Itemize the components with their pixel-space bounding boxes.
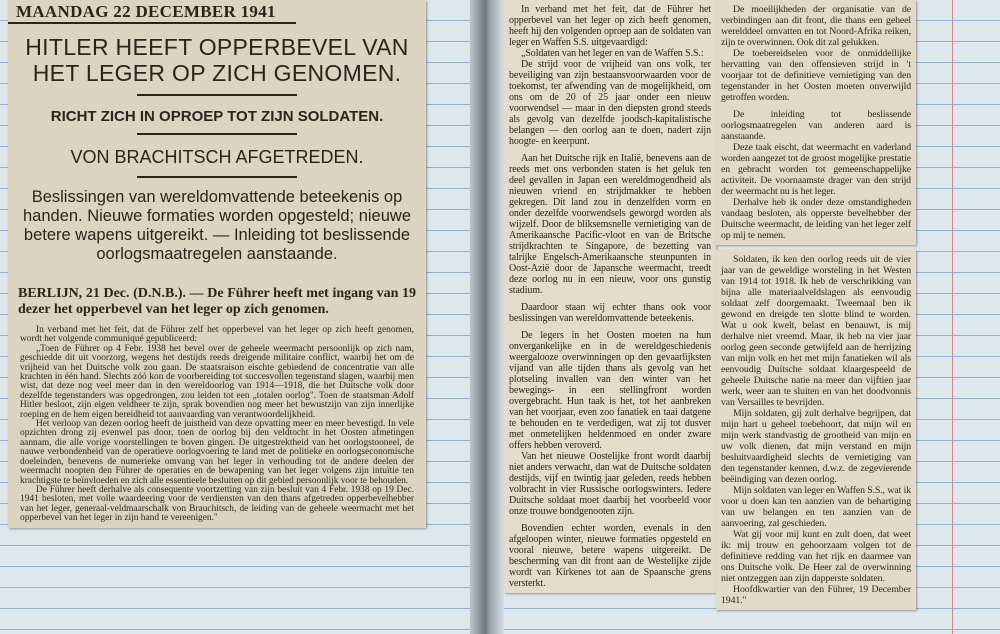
paragraph: De moeilijkheden der organisatie van de verbindingen aan dit front, die thans een geheel werelddeel omvatten en tot Noord-Afrika reiken, zijn te overwinnen. Ook dit zal gelukken. xyxy=(721,4,911,48)
paragraph: Bovendien echter worden, evenals in den afgeloopen winter, nieuwe formaties opgesteld en vooral nieuwe, betere wapens uitgereikt. De bescherming van dit front aan de Westelijke zijde wordt van Kirkenes tot aan de Spaansche grens versterkt. xyxy=(509,523,711,589)
newspaper-clipping-continued xyxy=(716,0,916,245)
lead-paragraph: BERLIJN, 21 Dec. (D.N.B.). — De Führer heeft met ingang van 19 dezer het opperbevel van het leger op zich genomen. xyxy=(18,286,416,317)
deck-headline: Beslissingen van wereldomvattende beteekenis op handen. Nieuwe formaties worden opgesteld; nieuwe betere wapens uitgereikt. — Inleiding tot beslissende oorlogsmaatregelen aanstaande. xyxy=(23,188,411,263)
paragraph: Mijn soldaten van leger en Waffen S.S., wat ik voor u doen kan ten aanzien van de behartiging van uw belangen en ten aanzien van de aanvoering, zal geschieden. xyxy=(721,485,911,529)
paragraph: De toebereidselen voor de onmiddellijke hervatting van den offensieven strijd in 't voorjaar tot de definitieve vernietiging van den tegenstander in het Oosten moeten onverwijld getroffen worden. xyxy=(721,48,911,103)
divider xyxy=(137,94,297,96)
paragraph: In verband met het feit, dat de Führer zelf het opperbevel van het leger op zich heeft genomen, wordt het volgende communiqué gepubliceerd: xyxy=(20,325,414,345)
paragraph: De inleiding tot beslissende oorlogsmaatregelen van anderen aard is aanstaande. xyxy=(721,109,911,142)
newspaper-clipping-proclamation xyxy=(504,0,716,593)
paragraph: „Soldaten van het leger en van de Waffen S.S.: xyxy=(521,48,704,59)
paragraph: De strijd voor de vrijheid van ons volk, ter beveiliging van zijn bestaansvoorwaarden voor de toekomst, ter afwending van de mogelijkheid, om ons om de 20 of 25 jaar onder een nieuw voorwendsel — maar in den diepsten grond steeds als gevolg van dezelfde joodsch-kapitalistische belangen — den oorlog aan te doen, nadert zijn hoogte- en keerpunt. xyxy=(509,59,711,147)
paragraph: Mijn soldaten, gij zult derhalve begrijpen, dat mijn hart u geheel toebehoort, dat mijn wil en mijn werk standvastig de grootheid van mijn en uw volk dienen, dat mijn verstand en mijn besluitvaardigheid slechts de vernietiging van den tegenstander kennen, d.w.z. de zegevierende beëindiging van dezen oorlog. xyxy=(721,408,911,485)
paragraph: Daardoor staan wij echter thans ook voor beslissingen van wereldomvattende beteekenis. xyxy=(509,302,711,324)
book-spine xyxy=(470,0,504,634)
headline: HITLER HEEFT OPPERBEVEL VAN HET LEGER OP ZICH GENOMEN. xyxy=(25,34,409,86)
paragraph: Deze taak eischt, dat weermacht en vaderland worden aangezet tot de groost mogelijke prestatie en gebracht worden tot gemeenschappelijke activiteit. De voornaamste drager van den strijd der weermacht nu is het leger. xyxy=(721,142,911,197)
paragraph: De legers in het Oosten moeten na hun onvergankelijke en in de wereldgeschiedenis weergalooze overwinningen op den gevaarlijksten vijand van alle tijden thans als gevolg van het plotseling invallen van den winter van het bewegings- in een stellingfront worden overgebracht. Hun taak is het, tot het aanbreken van het voorjaar, even zoo fanatiek en taai datgene te behouden en te verdedigen, wat zij tot dusver met onmetelijken heldenmoed en onder zware offers hebben veroverd. xyxy=(509,330,711,451)
article-body xyxy=(8,326,426,524)
newspaper-clipping-conclusion xyxy=(716,250,916,610)
paragraph: „Toen de Führer op 4 Febr. 1938 het bevel over de geheele weermacht persoonlijk op zich nam, geschiedde dit uit voorzorg, wegens het destijds reeds dreigende militaire conflict, waarbij het om de vrijheid van het Duitsche volk zou gaan. De staatsraison eischte gebiedend de concentratie van alle krachten in één hand. Slechts zóó kon de voorbereiding tot succesvollen tegenstand slagen, waarbij men wist, dat deze nog veel meer dan in den wereldoorlog van 1914—1918, die het Duitsche volk door dezelfde tegenstanders was opgedrongen, zou leiden tot een „totalen oorlog". Toen de staatsman Adolf Hitler besloot, zijn eigen veldheer te zijn, sprak bovendien nog meer het bewustzijn van zijn innerlijke roeping en de hem eigen bereidheid tot aanvaarding van verantwoordelijkheid. xyxy=(20,343,414,420)
dateline: MAANDAG 22 DECEMBER 1941 xyxy=(8,0,296,24)
divider xyxy=(137,176,297,178)
paragraph: Soldaten, ik ken den oorlog reeds uit de vier jaar van de geweldige worsteling in het Westen van 1914 tot 1918. Ik heb de verschrikking van bijna alle materiaalveldslagen als eenvoudig soldaat zelf doorgemaakt. Tweemaal ben ik gewond en dreigde ten slotte blind te worden. Wat u ook kwelt, belast en benauwt, is mij derhalve niet vreemd. Maar, ik heb na vier jaar oorlog geen seconde getwijfeld aan de herrijzing van mijn volk en het met mijn fanatieken wil als eenvoudig Duitsche soldaat klaargespeeld de geheele Duitsche natie na meer dan vijftien jaar werk, weer aan te sluiten en van het doodvonnis van Versailles te bevrijden. xyxy=(721,254,911,408)
subheading: RICHT ZICH IN OPROEP TOT ZIJN SOLDATEN. xyxy=(50,108,384,125)
paragraph: De Führer heeft derhalve als consequente voortzetting van zijn besluit van 4 Febr. 1938 op 19 Dec. 1941 besloten, met volle waardeering voor de verdiensten van den thans afgetreden opperbevelhebber van het leger, generaal-veldmaarschalk von Brauchitsch, de leiding van de geheele weermacht met het opperbevel van het leger in zijn hand te vereenigen." xyxy=(20,484,414,524)
paragraph: Het verloop van dezen oorlog heeft de juistheid van deze opvatting meer en meer bevestigd. In vele opzichten drong zij evenwel pas door, toen de oorlog bij den veldtocht in het Oosten afmetingen aannam, die alle vorige voorstellingen te boven gingen. De uitgestrektheid van het oorlogstooneel, de nauwe verbondenheid van de operatieve oorlogvoering te land met de politieke en oorlogseconomische doeleinden, benevens de numerieke omvang van het leger in verhouding tot de andere deelen der weermacht noopten den Führer de operaties en de bewapening van het leger volgens zijn intuïtie ten krachtigste te beïnvloeden en zich alle essentieele besluiten op dit gebied persoonlijk voor te behouden. xyxy=(20,419,414,486)
paragraph: Aan het Duitsche rijk en Italië, benevens aan de reeds met ons verbonden staten is het geluk ten deel gevallen in Japan een wereldmogendheid als nieuwen vriend en strijdmakker te hebben gekregen. Dit land zou in denzelfden vorm en onder dezelfde voorwendsels geworgd worden als wijzelf. Door de bliksemsnelle vernietiging van de Amerikaansche Pacific-vloot en van de Britsche strijdkrachten te Singapore, de bezetting van talrijke Engelsch-Amerikaansche steunpunten in Oost-Azië door de Japansche weermacht, treedt deze oorlog nu in een nieuw, voor ons gunstig stadium. xyxy=(509,153,711,296)
paragraph: Van het nieuwe Oostelijke front wordt daarbij niet anders verwacht, dan wat de Duitsche soldaten destijds, vijf en twintig jaar geleden, reeds hebben volbracht in vier Russische oorlogswinters. Iedere Duitsche soldaat moet daarbij het voorbeeld voor onze trouwe bondgenooten zijn. xyxy=(509,451,711,517)
paragraph: Wat gij voor mij kunt en zult doen, dat weet ik: mij trouw en gehoorzaam volgen tot de definitieve redding van het rijk en daarmee van ons Duitsche volk. De Heer zal de overwinning niet ontzeggen aan zijn dapperste soldaten. xyxy=(721,529,911,584)
newspaper-clipping-front xyxy=(8,0,426,528)
paragraph: In verband met het feit, dat de Führer het opperbevel van het leger op zich heeft genomen, heeft hij den volgenden oproep aan de soldaten van leger en Waffen S.S. uitgevaardigd: xyxy=(509,4,711,48)
signature-line: Hoofdkwartier van den Führer, 19 December 1941." xyxy=(721,584,911,606)
paragraph: Derhalve heb ik onder deze omstandigheden vandaag besloten, als opperste bevelhebber der Duitsche weermacht, de leiding van het leger zelf op mij te nemen. xyxy=(721,197,911,241)
page-margin-line xyxy=(952,0,953,634)
subheading-brauchitsch: VON BRACHITSCH AFGETREDEN. xyxy=(70,147,364,167)
divider xyxy=(137,133,297,135)
